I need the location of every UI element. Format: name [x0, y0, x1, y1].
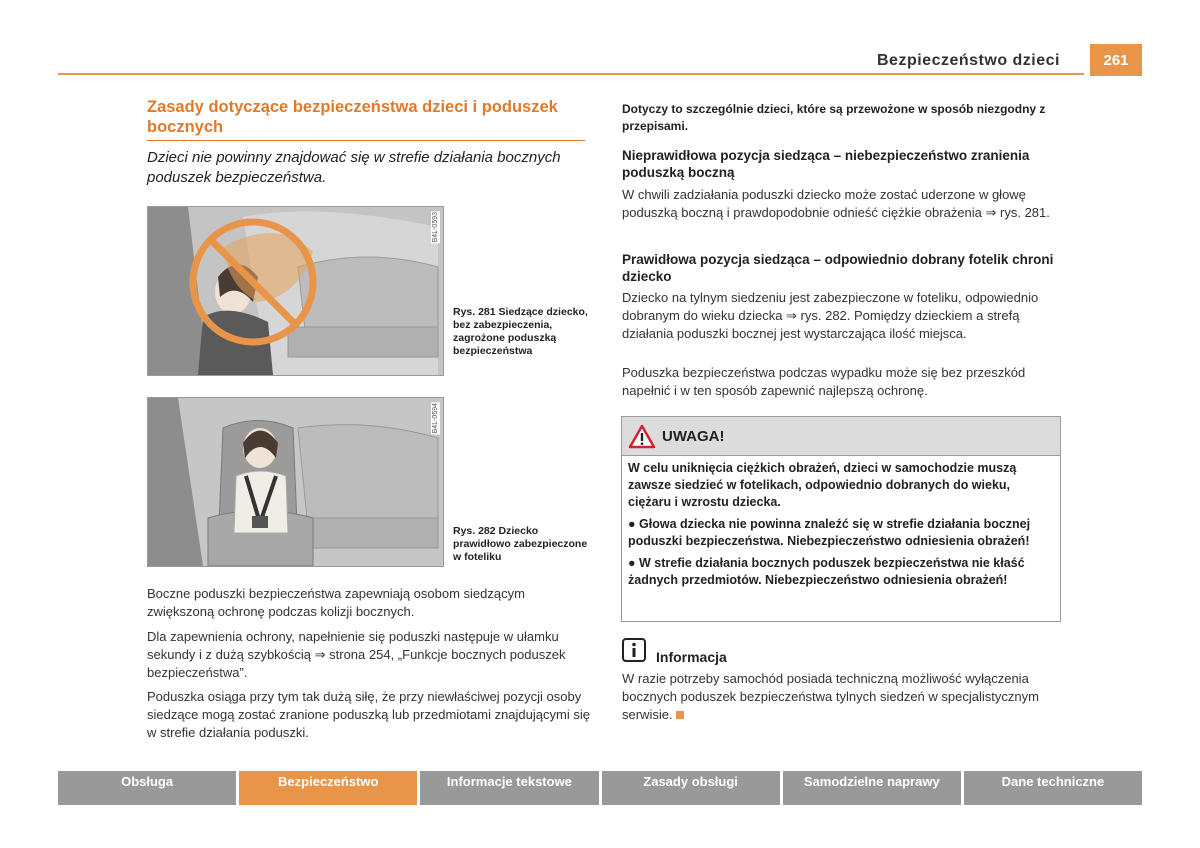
warning-body [622, 456, 1060, 598]
info-title: Informacja [656, 649, 727, 665]
warning-line: W celu uniknięcia ciężkich obrażeń, dzieci w samochodzie muszą zawsze siedzieć w fotelikach, odpowiednio dobranych do wieku, ciężaru i wzrostu dziecka. [628, 461, 1017, 509]
figure-code: B4L-0593 [432, 212, 439, 243]
paragraph-best-protection: Poduszka bezpieczeństwa podczas wypadku może się bez przeszkód napełnić i w ten sposób zapewnić najlepszą ochronę. [622, 365, 1026, 398]
chapter-nav [58, 771, 1142, 805]
heading-correct-position: Prawidłowa pozycja siedząca – odpowiednio dobrany fotelik chroni dziecko [622, 252, 1054, 284]
secured-child-illustration [148, 398, 443, 566]
paragraph-injury-risk: Poduszka osiąga przy tym tak dużą siłę, że przy niewłaściwej pozycji osoby siedzące mogą zostać zranione poduszką lub przedmiotami znajdującymi się w strefie działania poduszki. [147, 689, 590, 740]
figure-unsecured-child [147, 206, 444, 376]
paragraph-children-note: Dotyczy to szczególnie dzieci, które są przewożone w sposób niezgodny z przepisami. [622, 102, 1046, 133]
nav-tab-bezpieczenstwo[interactable]: Bezpieczeństwo [239, 771, 417, 805]
heading-incorrect-position: Nieprawidłowa pozycja siedząca – niebezpieczeństwo zranienia poduszką boczną [622, 148, 1030, 180]
end-mark-icon [676, 711, 684, 719]
info-text-content: W razie potrzeby samochód posiada techniczną możliwość wyłączenia bocznych poduszek bezpieczeństwa tylnych siedzeń w specjalistycznym serwisie. [622, 671, 1039, 722]
paragraph-correct-position: Dziecko na tylnym siedzeniu jest zabezpieczone w foteliku, odpowiednio dobranym do wieku dziecka ⇒ rys. 282. Pomiędzy dzieckiem a strefą działania poduszki bocznej jest wystarczająca ilość miejsca. [622, 290, 1039, 341]
warning-triangle-icon [628, 424, 656, 449]
nav-tab-obsluga[interactable]: Obsługa [58, 771, 236, 805]
figure-caption-281: Rys. 281 Siedzące dziecko, bez zabezpieczenia, zagrożone poduszką bezpieczeństwa [453, 306, 588, 357]
page-number: 261 [1090, 44, 1142, 76]
info-icon [622, 638, 646, 662]
figure-caption-282: Rys. 282 Dziecko prawidłowo zabezpieczone w foteliku [453, 525, 588, 563]
warning-header [622, 417, 1060, 456]
warning-bullet: ● Głowa dziecka nie powinna znaleźć się w strefie działania bocznej poduszki bezpieczeństwa. Niebezpieczeństwo odniesienia obrażeń! [628, 517, 1031, 548]
warning-box [621, 416, 1061, 622]
figure-code: B4L-0594 [432, 403, 439, 434]
figure-secured-child [147, 397, 444, 567]
section-rule [147, 140, 585, 141]
unsecured-child-illustration [148, 207, 443, 375]
section-intro: Dzieci nie powinny znajdować się w strefie działania bocznych poduszek bezpieczeństwa. [147, 149, 561, 186]
warning-bullet: ● W strefie działania bocznych poduszek bezpieczeństwa nie kłaść żadnych przedmiotów. Niebezpieczeństwo odniesienia obrażeń! [628, 556, 1025, 587]
paragraph-inflation-speed: Dla zapewnienia ochrony, napełnienie się poduszki następuje w ułamku sekundy i z dużą szybkością ⇒ strona 254, „Funkcje bocznych poduszek bezpieczeństwa”. [147, 629, 566, 680]
warning-title: UWAGA! [662, 427, 725, 445]
nav-tab-dane-techniczne[interactable]: Dane techniczne [964, 771, 1142, 805]
running-header-title: Bezpieczeństwo dzieci [877, 52, 1060, 69]
paragraph-incorrect-position: W chwili zadziałania poduszki dziecko może zostać uderzone w głowę poduszką boczną i prawdopodobnie odnieść ciężkie obrażenia ⇒ rys. 281. [622, 187, 1050, 220]
nav-tab-samodzielne-naprawy[interactable]: Samodzielne naprawy [783, 771, 961, 805]
info-text [622, 670, 1062, 724]
section-title: Zasady dotyczące bezpieczeństwa dzieci i poduszek bocznych [147, 98, 558, 136]
nav-tab-informacje-tekstowe[interactable]: Informacje tekstowe [420, 771, 598, 805]
nav-tab-zasady-obslugi[interactable]: Zasady obsługi [602, 771, 780, 805]
paragraph-side-airbags: Boczne poduszki bezpieczeństwa zapewniają osobom siedzącym zwiększoną ochronę podczas kolizji bocznych. [147, 586, 525, 619]
header-rule [58, 73, 1084, 75]
